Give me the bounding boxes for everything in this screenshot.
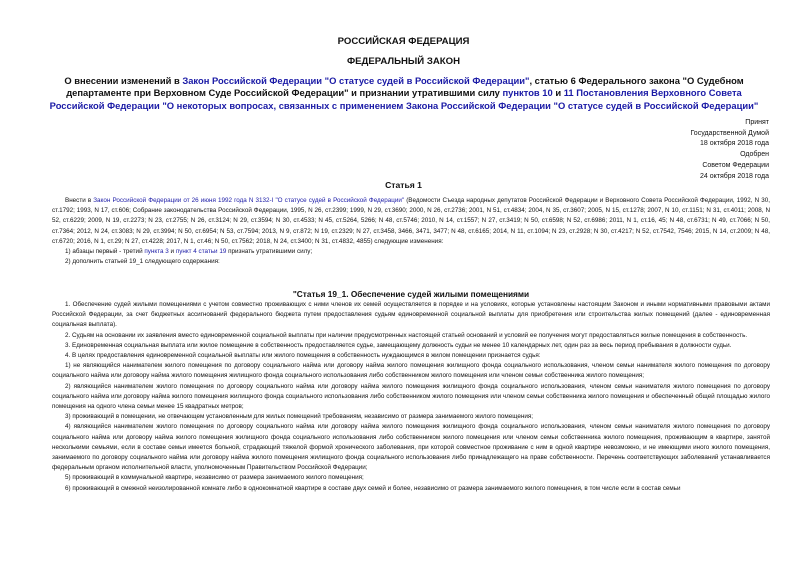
law-type-heading: ФЕДЕРАЛЬНЫЙ ЗАКОН xyxy=(346,56,461,67)
approval-date: 24 октября 2018 года xyxy=(700,172,769,180)
link-point-4-article-19[interactable]: пункт 4 статьи 19 xyxy=(175,248,227,256)
intro-text: Внести в xyxy=(65,197,94,204)
paragraph-3: 3. Единовременная социальная выплата или жилое помещение в собственность предоставляется судье, замещающему должность судьи не менее 10 календарных лет, один раз за весь период пребывания в должности судьи. xyxy=(65,341,732,349)
title-link-law-status-of-judges[interactable]: Закон Российской Федерации "О статусе судей в Российской Федерации" xyxy=(182,75,530,86)
link-point-3[interactable]: пункта 3 xyxy=(144,248,169,256)
article-1-heading: Статья 1 xyxy=(385,180,422,190)
item-1-text: признать утратившими силу; xyxy=(226,248,313,256)
law-title xyxy=(48,75,760,112)
country-heading: РОССИЙСКАЯ ФЕДЕРАЦИЯ xyxy=(337,36,470,47)
adoption-date: 18 октября 2018 года xyxy=(700,140,769,148)
subitem-2: 2) являющийся нанимателем жилого помещения по договору социального найма или договору найма жилого помещения жилищного фонда социального использования, членом семьи нанимателя жилого помещения по договору социального найма или договору найма жилого помещения жилищного фонда социального использования либо собственником жилого помещения или членом семьи собственника жилого помещения и обеспеченный общей площадью жилого помещения на одного члена семьи менее 15 квадратных метров; xyxy=(52,382,770,411)
item-1-text: и xyxy=(168,248,176,256)
approval-line: Одобрен xyxy=(740,151,769,159)
title-link-point-11[interactable]: 11 Постановления Верховного Совета Российской Федерации "О некоторых вопросах, связанных с применением Закона Российской Федерации "О статусе судей в Российской Федерации" xyxy=(49,87,759,111)
intro-link-law-3132[interactable]: Закон Российской Федерации от 26 июня 1992 года N 3132-I "О статусе судей в Российской Федерации" xyxy=(93,197,405,204)
subitem-3: 3) проживающий в помещении, не отвечающем установленным для жилых помещений требованиям, независимо от размера занимаемого жилого помещения; xyxy=(65,413,534,421)
subitem-6: 6) проживающий в смежной неизолированной комнате либо в однокомнатной квартире в составе двух семей и более, независимо от размера занимаемого жилого помещения, в том числе если в состав семьи xyxy=(65,484,681,492)
title-text-2: , статью 6 Федерального закона "О Судебном департаменте при Верховном Суде Российской Федерации" и признании утратившими силу xyxy=(66,75,744,99)
approval-line: Советом Федерации xyxy=(702,161,769,169)
adoption-block xyxy=(629,118,769,182)
paragraph-2: 2. Судьям на основании их заявления вместо единовременной социальной выплаты при наличии предусмотренных настоящей статьей оснований и условий ее получения могут предоставляться жилые помещения в собственность. xyxy=(65,331,748,339)
title-link-point-10[interactable]: пунктов 10 xyxy=(502,87,553,99)
article-1-item-1 xyxy=(52,247,770,257)
subitem-4: 4) являющийся нанимателем жилого помещения по договору социального найма или договору найма жилого помещения жилищного фонда социального использования, членом семьи нанимателя жилого помещения по договору социального найма или договору найма жилого помещения жилищного фонда социального использования либо собственником жилого помещения или членом семьи собственника жилого помещения, проживающим в квартире, занятой несколькими семьями, если в составе семьи имеется больной, страдающий тяжелой формой хронического заболевания, при которой совместное проживание с ним в одной квартире невозможно, и не имеющими иного жилого помещения, занимаемого по договору социального найма или договору найма жилого помещения жилищного фонда социального использования либо принадлежащего на праве собственности. Перечень соответствующих заболеваний устанавливается федеральным органом исполнительной власти, уполномоченным Правительством Российской Федерации; xyxy=(52,423,770,472)
paragraph-1: 1. Обеспечение судей жилыми помещениями с учетом совместно проживающих с ними членов их семей осуществляется в порядке и на условиях, которые установлены настоящим Законом и иными нормативными правовыми актами Российской Федерации, за счет бюджетных ассигнований федерального бюджета путем предоставления судьям единовременной социальной выплаты для приобретения или строительства жилых помещений (далее - единовременная социальная выплата). xyxy=(52,301,770,329)
title-text-3: и xyxy=(552,87,564,99)
paragraph-4: 4. В целях предоставления единовременной социальной выплаты или жилого помещения в собственность нуждающимся в жилом помещении признается судья: xyxy=(65,352,541,360)
intro-citations: (Ведомости Съезда народных депутатов Российской Федерации и Верховного Совета Российской Федерации, 1992, N 30, ст.1792; 1993, N 17, ст.606; Собрание законодательства Российской Федерации, 1995, N 26, ст.2399; 1999, N 29, ст.3690; 2000, N 26, ст.2736; 2001, N 51, ст.4834; 2004, N 35, ст.3607; 2005, N 15, ст.1278; 2007, N 10, ст.1151; N 31, ст.4011; 2008, N 52, ст.6229; 2009, N 19, ст.2273; N 23, ст.2755; N 26, ст.3124; N 29, ст.3594; N 30, ст.4533; N 45, ст.5264, 5266; N 48, ст.5746; 2010, N 14, ст.1557; N 27, ст.3419; N 50, ст.6598; N 52, ст.6986; 2011, N 1, ст.16, 45; N 48, ст.6731; N 49, ст.7066; N 50, ст.7364; 2012, N 24, ст.3083; N 29, ст.3994; N 50, ст.6954; N 53, ст.7594; 2013, N 9, ст.872; N 19, ст.2329; N 27, ст.3458, 3466, 3471, 3477; N 48, ст.6165; 2014, N 11, ст.1094; N 23, ст.2928; N 30, ст.4217; N 52, ст.7542, 7546; 2015, N 14, ст.2009; N 48, ст.6720; 2016, N 1, ст.29; N 27, ст.4228; 2017, N 1, ст.46; N 50, ст.7562; 2018, N 24, ст.3400; N 31, ст.4832, 4855) следующие изменения: xyxy=(52,197,770,245)
title-text-1: О внесении изменений в xyxy=(64,75,183,86)
item-1-text: 1) абзацы первый - третий xyxy=(65,248,145,256)
article-1-item-2: 2) дополнить статьей 19_1 следующего содержания: xyxy=(65,258,220,266)
article-19-1-heading: "Статья 19_1. Обеспечение судей жилыми помещениями xyxy=(292,289,530,299)
article-1-body xyxy=(52,196,770,267)
subitem-5: 5) проживающий в коммунальной квартире, независимо от размера занимаемого жилого помещения; xyxy=(65,474,364,482)
subitem-1: 1) не являющийся нанимателем жилого помещения по договору социального найма или договору найма жилого помещения жилищного фонда социального использования, членом семьи нанимателя жилого помещения по договору социального найма или договору найма жилого помещения жилищного фонда социального использования либо собственником жилого помещения или членом семьи собственника жилого помещения; xyxy=(52,362,770,380)
adoption-line: Государственной Думой xyxy=(690,129,769,137)
article-19-1-body xyxy=(52,288,770,494)
article-1-intro xyxy=(52,196,770,247)
adoption-line: Принят xyxy=(745,119,769,126)
